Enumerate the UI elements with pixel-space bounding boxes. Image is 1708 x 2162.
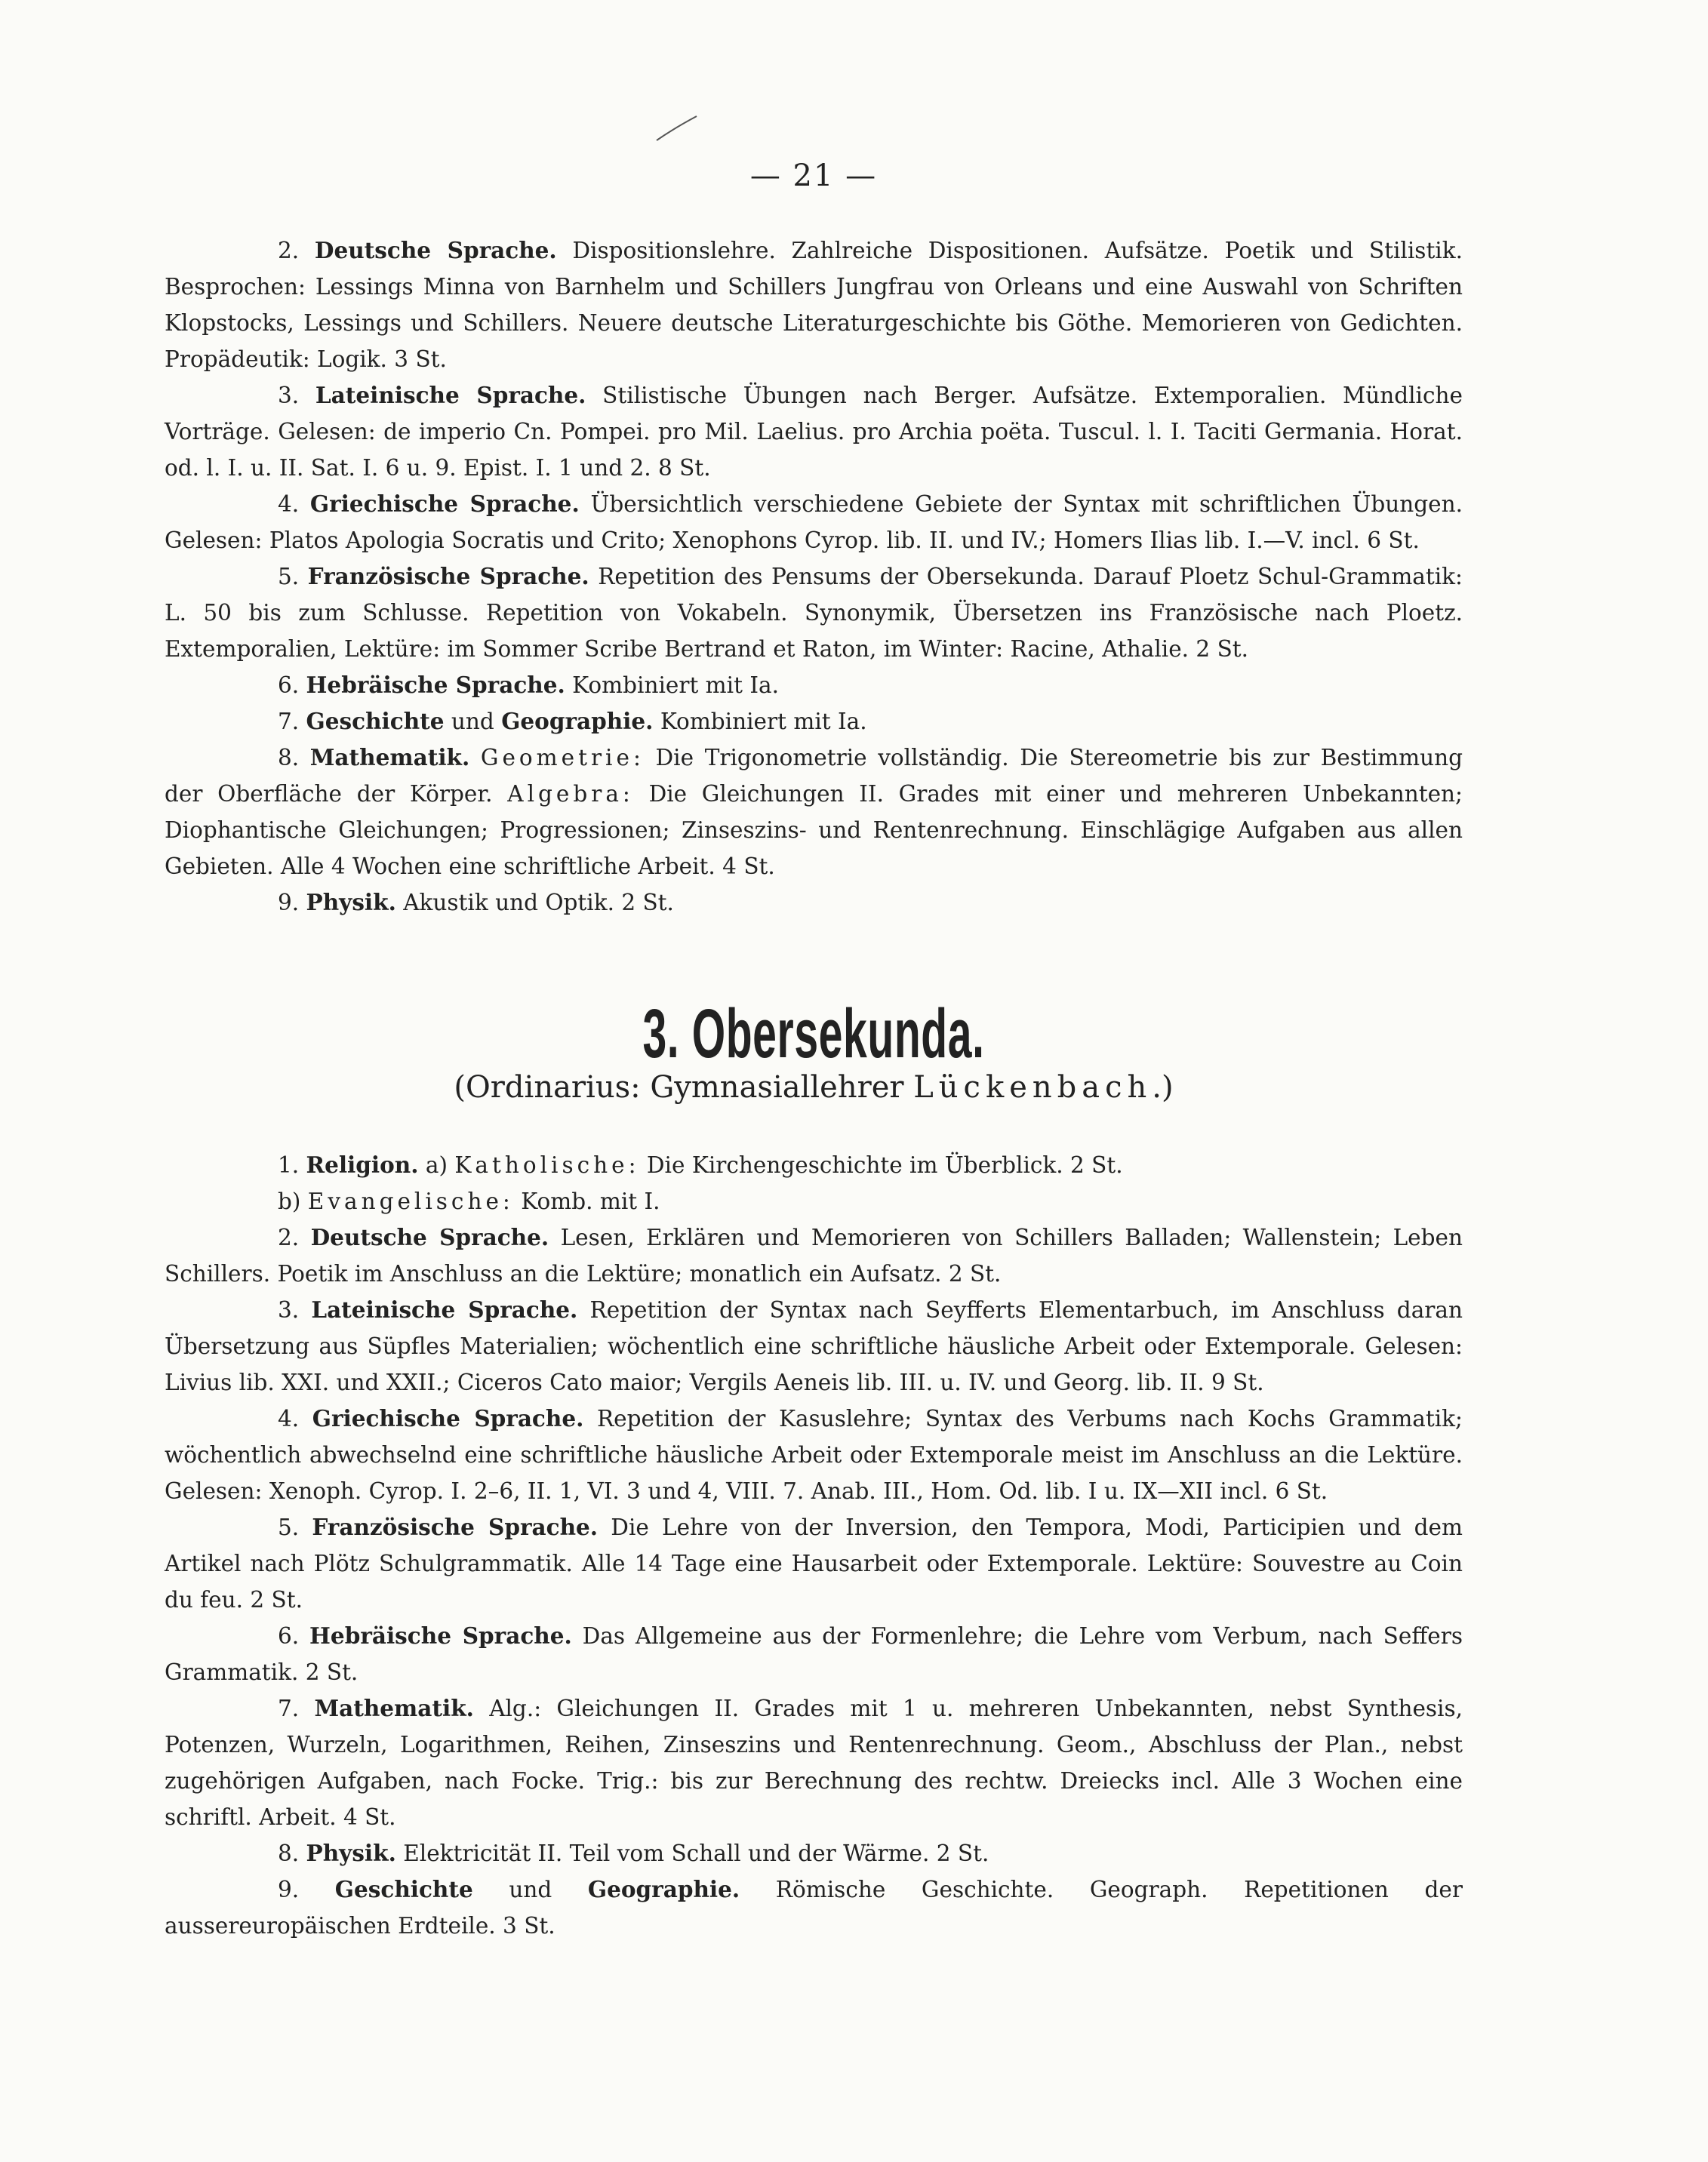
subject-title: Deutsche Sprache.: [310, 1224, 549, 1250]
item-text: Dispositionslehre. Zahlreiche Dispositionen. Aufsätze. Poetik und Stilistik. Besprochen: Lessings Minna von Barnhelm und Schillers Jungfrau von Orleans und eine Auswahl von Schriften Klopstocks, Lessings und Schillers. Neuere deutsche Literaturgeschichte bis Göthe. Memorieren von Gedichten. Propädeutik: Logik. 3 St.: [165, 238, 1463, 372]
spaced-label: Katholische:: [454, 1152, 640, 1178]
pencil-tick-mark: [655, 113, 700, 143]
item-latein: [165, 377, 1463, 486]
item-franzoesisch: [165, 1509, 1463, 1618]
subject-title: Deutsche Sprache.: [314, 237, 557, 263]
item-geschichte: [165, 703, 1463, 740]
subject-title: Geographie.: [501, 708, 654, 734]
item-number: 5.: [278, 564, 300, 589]
item-number: 9.: [278, 1877, 300, 1902]
item-physik: [165, 1835, 1463, 1871]
section-previous-class: [165, 232, 1463, 921]
subject-title: Mathematik.: [314, 1695, 474, 1721]
ordinarius-line: [165, 1070, 1463, 1105]
subject-title: Französische Sprache.: [307, 563, 589, 589]
subject-title: Hebräische Sprache.: [309, 1622, 572, 1649]
item-text: Die Kirchengeschichte im Überblick. 2 St.: [639, 1152, 1123, 1178]
item-mathematik: [165, 1690, 1463, 1835]
subject-title: Mathematik.: [309, 744, 470, 770]
item-number: 4.: [278, 1406, 300, 1432]
item-text: Repetition der Syntax nach Seyfferts Elementarbuch, im Anschluss daran Übersetzung aus Süpfles Materialien; wöchentlich eine schriftliche häusliche Arbeit oder Extemporale. Gelesen: Livius lib. XXI. und XXII.; Ciceros Cato maior; Vergils Aeneis lib. III. u. IV. und Georg. lib. II. 9 St.: [165, 1297, 1463, 1395]
item-text: Repetition der Kasuslehre; Syntax des Verbums nach Kochs Grammatik; wöchentlich abwechselnd eine schriftliche häusliche Arbeit oder Extemporale meist im Anschluss an die Lektüre. Gelesen: Xenoph. Cyrop. I. 2–6, II. 1, VI. 3 und 4, VIII. 7. Anab. III., Hom. Od. lib. I u. IX—XII incl. 6 St.: [165, 1406, 1463, 1504]
item-number: 3.: [278, 1297, 300, 1323]
spaced-label: Geometrie:: [480, 745, 645, 770]
item-number: 1.: [278, 1152, 300, 1178]
item-deutsche: [165, 232, 1463, 377]
item-text: und: [472, 1877, 588, 1902]
item-number: 3.: [278, 383, 300, 408]
spaced-label: Algebra:: [507, 781, 634, 807]
item-religion: [165, 1147, 1463, 1183]
item-text: Akustik und Optik. 2 St.: [395, 890, 674, 915]
subject-title: Physik.: [306, 889, 396, 915]
subject-title: Physik.: [306, 1840, 396, 1866]
item-mathematik: [165, 740, 1463, 884]
subject-title: Geschichte: [306, 708, 445, 734]
item-deutsche: [165, 1219, 1463, 1292]
item-number: 7.: [278, 709, 300, 734]
item-text: Alg.: Gleichungen II. Grades mit 1 u. mehreren Unbekannten, nebst Synthesis, Potenzen, Wurzeln, Logarithmen, Reihen, Zinseszins und Rentenrechnung. Geom., Abschluss der Plan., nebst zugehörigen Aufgaben, nach Focke. Trig.: bis zur Berechnung des rechtw. Dreiecks incl. Alle 3 Wochen eine schriftl. Arbeit. 4 St.: [165, 1696, 1463, 1830]
item-latein: [165, 1292, 1463, 1401]
ordinarius-prefix: (Ordinarius: Gymnasiallehrer: [454, 1070, 914, 1105]
item-text: Kombiniert mit Ia.: [565, 672, 779, 698]
subject-title: Geographie.: [587, 1876, 740, 1902]
subject-title: Geschichte: [334, 1876, 473, 1902]
item-text: Die Gleichungen II. Grades mit einer und mehreren Unbekannten; Diophantische Gleichungen; Progressionen; Zinseszins- und Rentenrechnung. Einschlägige Aufgaben aus allen Gebieten. Alle 4 Wochen eine schriftliche Arbeit. 4 St.: [165, 781, 1463, 879]
item-franzoesisch: [165, 558, 1463, 667]
item-text: Komb. mit I.: [513, 1189, 660, 1214]
ordinarius-suffix: .): [1152, 1070, 1174, 1105]
subject-title: Hebräische Sprache.: [306, 672, 565, 698]
item-text: Übersichtlich verschiedene Gebiete der Syntax mit schriftlichen Übungen. Gelesen: Platos Apologia Socratis und Crito; Xenophons Cyrop. lib. II. und IV.; Homers Ilias lib. I.—V. incl. 6 St.: [165, 491, 1463, 553]
sub-label: a): [425, 1152, 455, 1178]
item-number: 6.: [278, 1623, 300, 1649]
subject-title: Französische Sprache.: [312, 1514, 599, 1540]
item-text: Die Lehre von der Inversion, den Tempora, Modi, Participien und dem Artikel nach Plötz Schulgrammatik. Alle 14 Tage eine Hausarbeit oder Extemporale. Lektüre: Souvestre au Coin du feu. 2 St.: [165, 1515, 1463, 1613]
spaced-label: Evangelische:: [307, 1189, 514, 1214]
item-text: Elektricität II. Teil vom Schall und der Wärme. 2 St.: [395, 1841, 989, 1866]
item-number: 8.: [278, 745, 300, 770]
item-number: 9.: [278, 890, 300, 915]
item-number: 7.: [278, 1696, 300, 1721]
subject-title: Lateinische Sprache.: [315, 382, 586, 408]
page-number: — 21 —: [749, 158, 878, 193]
subject-title: Religion.: [306, 1152, 419, 1178]
item-number: 6.: [278, 672, 300, 698]
item-text: und: [444, 709, 502, 734]
item-hebraeisch: [165, 667, 1463, 703]
item-text: Römische Geschichte. Geograph. Repetitionen der aussereuropäischen Erdteile. 3 St.: [165, 1877, 1463, 1939]
item-text: Kombiniert mit Ia.: [653, 709, 867, 734]
item-physik: [165, 884, 1463, 921]
item-griechisch: [165, 1401, 1463, 1509]
document-page: [165, 0, 1463, 2162]
item-number: 2.: [278, 238, 300, 263]
item-number: 5.: [278, 1515, 300, 1540]
item-number: 4.: [278, 491, 300, 517]
subject-title: Griechische Sprache.: [309, 491, 580, 517]
item-geschichte: [165, 1871, 1463, 1944]
item-text: Repetition des Pensums der Obersekunda. Darauf Ploetz Schul-Grammatik: L. 50 bis zum Schlusse. Repetition von Vokabeln. Synonymik, Übersetzen ins Französische nach Ploetz. Extemporalien, Lektüre: im Sommer Scribe Bertrand et Raton, im Winter: Racine, Athalie. 2 St.: [165, 564, 1463, 662]
teacher-name: Lückenbach: [913, 1070, 1153, 1105]
item-number: 8.: [278, 1841, 300, 1866]
section-heading: 3. Obersekunda.: [642, 995, 985, 1072]
subject-title: Lateinische Sprache.: [311, 1296, 578, 1323]
item-griechisch: [165, 486, 1463, 558]
section-obersekunda: [165, 1147, 1463, 1944]
item-text: Lesen, Erklären und Memorieren von Schillers Balladen; Wallenstein; Leben Schillers. Poetik im Anschluss an die Lektüre; monatlich ein Aufsatz. 2 St.: [165, 1225, 1463, 1287]
item-text: Das Allgemeine aus der Formenlehre; die Lehre vom Verbum, nach Seffers Grammatik. 2 St.: [165, 1623, 1463, 1685]
item-text: Die Trigonometrie vollständig. Die Stereometrie bis zur Bestimmung der Oberfläche der Körper.: [165, 745, 1463, 807]
item-number: 2.: [278, 1225, 300, 1250]
subject-title: Griechische Sprache.: [312, 1405, 584, 1432]
item-religion-b: [165, 1183, 1463, 1219]
item-hebraeisch: [165, 1618, 1463, 1690]
sub-label: b): [278, 1189, 308, 1214]
item-text: Stilistische Übungen nach Berger. Aufsätze. Extemporalien. Mündliche Vorträge. Gelesen: de imperio Cn. Pompei. pro Mil. Laelius. pro Archia poëta. Tuscul. l. I. Taciti Germania. Horat. od. l. I. u. II. Sat. I. 6 u. 9. Epist. I. 1 und 2. 8 St.: [165, 383, 1463, 481]
